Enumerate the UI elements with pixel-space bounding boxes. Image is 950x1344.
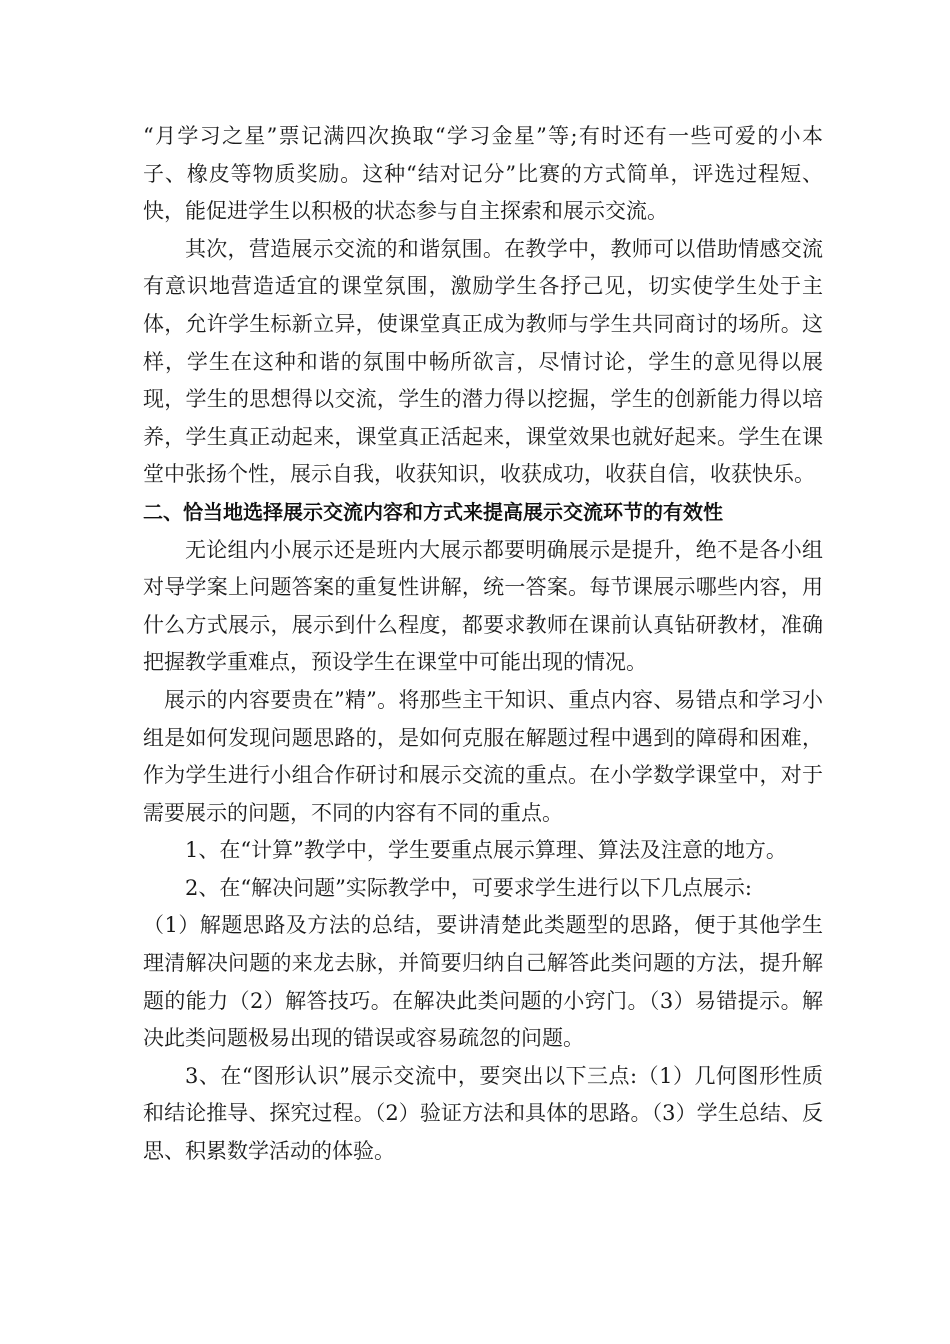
list-item-calculation: 1、在“计算”教学中，学生要重点展示算理、算法及注意的地方。 [185, 838, 787, 863]
paragraph-display-purpose: 无论组内小展示还是班内大展示都要明确展示是提升，绝不是各小组对导学案上问题答案的重复性讲解，统一答案。每节课展示哪些内容，用什么方式展示，展示到什么程度，都要求教师在课前认真钻研教材，准确把握教学重难点，预设学生在课堂中可能出现的情况。 [143, 537, 823, 675]
paragraph-display-content: 展示的内容要贵在”精”。将那些主干知识、重点内容、易错点和学习小组是如何发现问题思路的，是如何克服在解题过程中遇到的障碍和困难，作为学生进行小组合作研讨和展示交流的重点。在小学数学课堂中，对于需要展示的问题，不同的内容有不同的重点。 [143, 687, 823, 825]
document-body [143, 118, 823, 1171]
paragraph-harmonious-atmosphere: 其次，营造展示交流的和谐氛围。在教学中，教师可以借助情感交流有意识地营造适宜的课堂氛围，激励学生各抒己见，切实使学生处于主体，允许学生标新立异，使课堂真正成为教师与学生共同商讨的场所。这样，学生在这种和谐的氛围中畅所欲言，尽情讨论，学生的意见得以展现，学生的思想得以交流，学生的潜力得以挖掘，学生的创新能力得以培养，学生真正动起来，课堂真正活起来，课堂效果也就好起来。学生在课堂中张扬个性，展示自我，收获知识，收获成功，收获自信，收获快乐。 [143, 236, 823, 487]
section-heading: 二、恰当地选择展示交流内容和方式来提高展示交流环节的有效性 [143, 499, 723, 524]
paragraph-reward-rules: “月学习之星”票记满四次换取“学习金星”等;有时还有一些可爱的小本子、橡皮等物质奖励。这种“结对记分”比赛的方式简单，评选过程短、快，能促进学生以积极的状态参与自主探索和展示交流。 [143, 124, 823, 224]
list-item-geometry: 3、在“图形认识”展示交流中，要突出以下三点:（1）几何图形性质和结论推导、探究过程。（2）验证方法和具体的思路。（3）学生总结、反思、积累数学活动的体验。 [143, 1063, 823, 1164]
paragraph-problem-solving-points: （1）解题思路及方法的总结，要讲清楚此类题型的思路，便于其他学生理清解决问题的来龙去脉，并简要归纳自己解答此类问题的方法，提升解题的能力（2）解答技巧。在解决此类问题的小窍门。（3）易错提示。解决此类问题极易出现的错误或容易疏忽的问题。 [143, 913, 823, 1051]
list-item-problem-solving: 2、在“解决问题”实际教学中，可要求学生进行以下几点展示: [185, 875, 752, 900]
